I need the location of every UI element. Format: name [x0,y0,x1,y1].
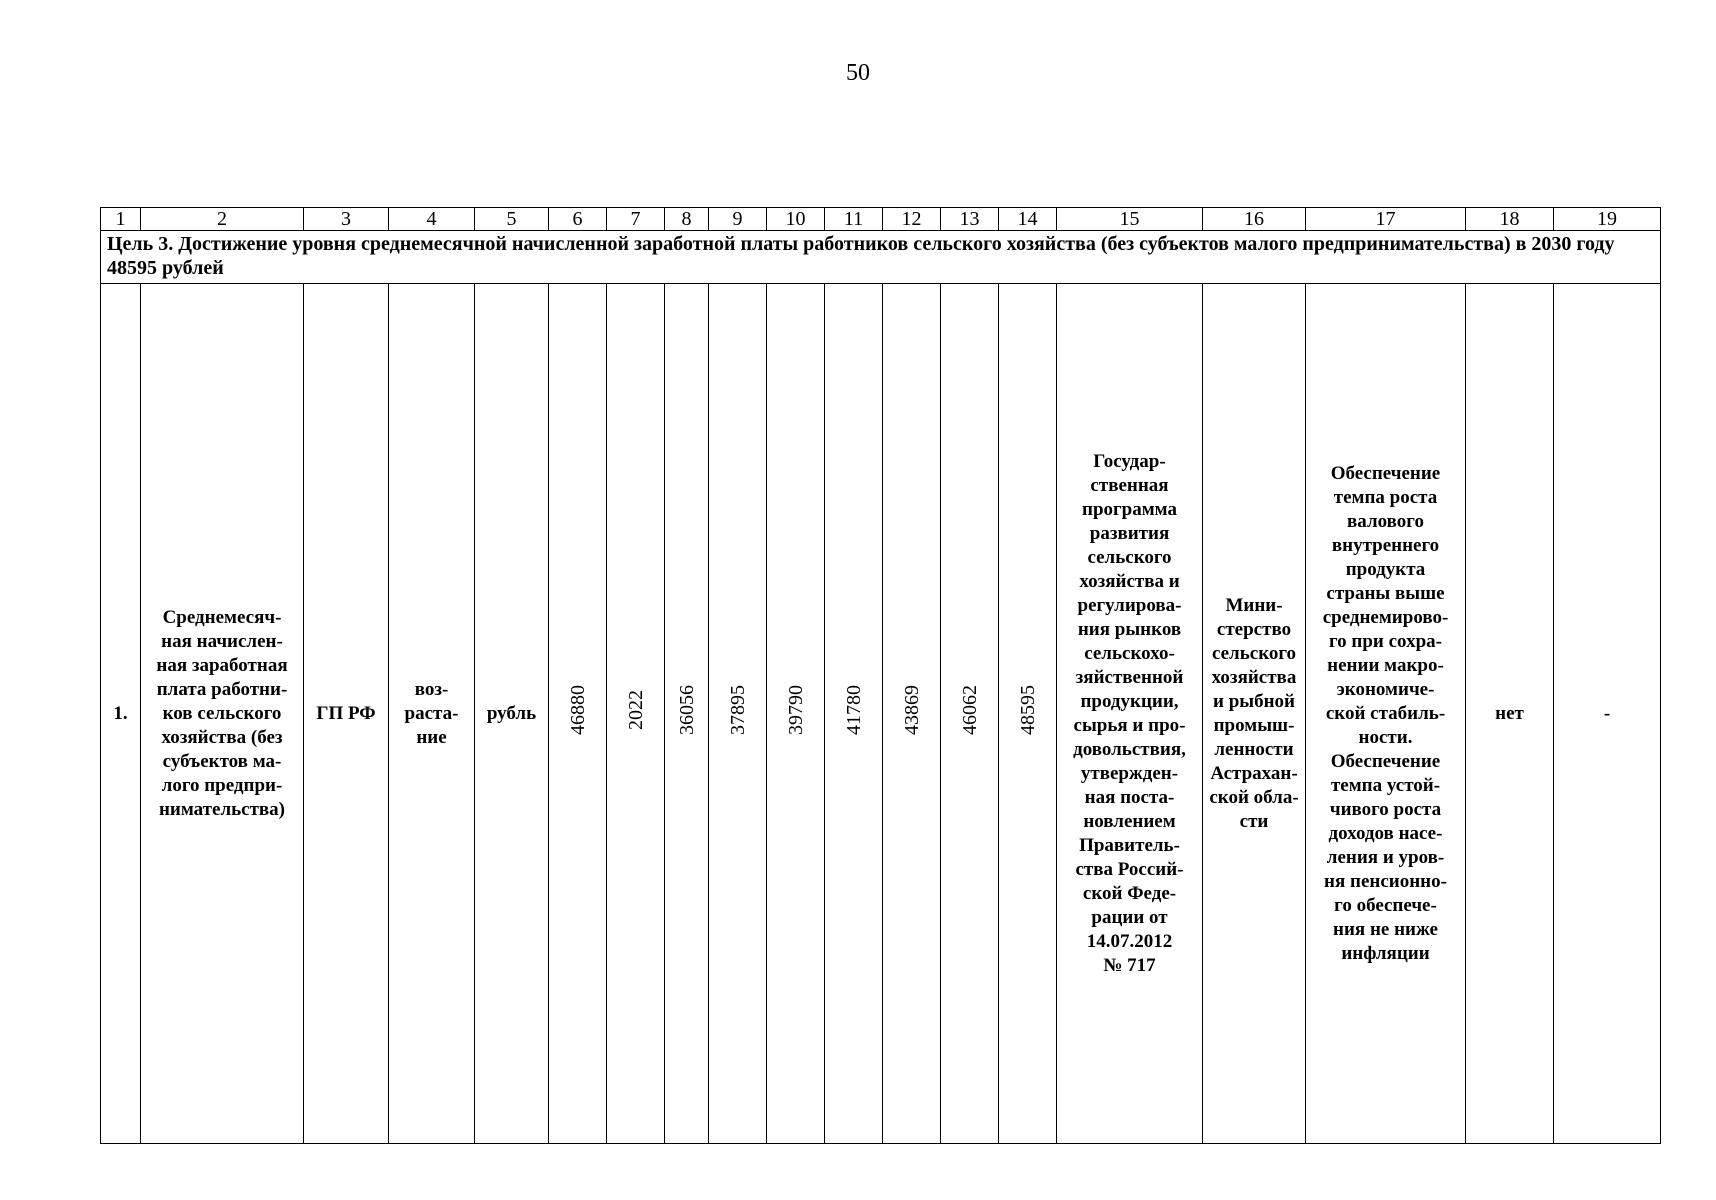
value-cell [665,284,709,1144]
text-line: сырья и про- [1073,714,1186,736]
col-number: 3 [304,208,389,231]
text-line: продукта [1345,558,1426,580]
text-line: развития [1089,522,1170,544]
text-line: темпа устой- [1330,774,1441,796]
col-number: 2 [141,208,304,231]
col-number: 15 [1057,208,1203,231]
text-line: Мини- [1225,594,1283,616]
row-number: 1. [101,284,141,1144]
indicator-source: ГП РФ [304,284,389,1144]
indicator-name [141,284,304,1144]
text-line: го при сохра- [1329,630,1442,652]
text-line: Государ- [1093,450,1166,472]
text-line: го обеспече- [1334,894,1437,916]
text-line: субъектов ма- [162,750,282,772]
text-line: лого предпри- [161,774,283,796]
state-program [1057,284,1203,1144]
text-line: нении макро- [1327,654,1444,676]
text-line: 14.07.2012 [1086,930,1173,952]
text-line: доходов насе- [1328,822,1443,844]
text-line: ня пенсионно- [1324,870,1447,892]
value-text: 43869 [900,685,923,736]
col-number: 16 [1203,208,1306,231]
col-number: 11 [825,208,883,231]
goal-text: Цель 3. Достижение уровня среднемесячной начисленной заработной платы работников сельского хозяйства (без субъектов малого предпринимательства) в 2030 году 48595 рублей [101,231,1661,284]
goal-row [101,231,1661,284]
value-text: 46062 [958,685,981,736]
value-text: 46880 [566,685,589,736]
col-number: 1 [101,208,141,231]
text-line: хозяйства [1211,666,1297,688]
text-line: Астрахан- [1210,762,1298,784]
col-number: 6 [549,208,607,231]
text-line: воз- [414,678,449,700]
text-line: ности. [1358,726,1413,748]
text-line: утвержден- [1080,762,1179,784]
col-number: 13 [941,208,999,231]
text-line: сти [1239,810,1269,832]
col-number: 14 [999,208,1057,231]
col-number: 12 [883,208,941,231]
text-line: программа [1082,498,1177,520]
text-line: ства Россий- [1075,858,1184,880]
text-line: ской Феде- [1082,882,1177,904]
text-line: ления и уров- [1326,846,1445,868]
value-cell [941,284,999,1144]
text-line: ственная [1090,474,1169,496]
value-cell [549,284,607,1144]
text-line: ния рынков [1077,618,1182,640]
text-line: ная начислен- [161,630,283,652]
col-number: 7 [607,208,665,231]
text-line: Правитель- [1079,834,1180,856]
text-line: сельского [1087,546,1172,568]
responsible-body [1203,284,1306,1144]
text-line: промыш- [1213,714,1295,736]
table-row [101,284,1661,1144]
text-line: довольствия, [1073,738,1186,760]
text-line: зяйственной [1075,666,1184,688]
text-line: валового [1347,510,1424,532]
value-cell [883,284,941,1144]
text-line: Среднемесяч- [162,606,282,628]
col-number: 5 [475,208,549,231]
col18-value: нет [1466,284,1554,1144]
text-line: ние [416,726,447,748]
page-number: 50 [846,60,870,86]
text-line: ная заработная [156,654,288,676]
column-number-row [101,208,1661,231]
text-line: раста- [404,702,459,724]
text-line: продукции, [1080,690,1179,712]
value-text: 48595 [1016,685,1039,736]
value-text: 36056 [675,685,698,736]
col-number: 9 [709,208,767,231]
text-line: чивого роста [1329,798,1442,820]
text-line: экономиче- [1336,678,1435,700]
col-number: 10 [767,208,825,231]
text-line: Обеспечение [1330,462,1441,484]
text-line: ской обла- [1209,786,1299,808]
text-line: темпа роста [1333,486,1438,508]
value-text: 2022 [624,690,647,731]
value-cell [607,284,665,1144]
text-line: № 717 [1103,954,1156,976]
text-line: ков сельского [162,702,282,724]
text-line: внутреннего [1331,534,1440,556]
value-text: 37895 [726,685,749,736]
col19-value: - [1554,284,1661,1144]
text-line: ской стабиль- [1325,702,1446,724]
indicator-trend [389,284,475,1144]
text-line: ния не ниже [1333,918,1438,940]
text-line: регулирова- [1077,594,1182,616]
text-line: сельского [1211,642,1297,664]
value-text: 41780 [842,685,865,736]
text-line: стерство [1216,618,1292,640]
value-cell [825,284,883,1144]
col-number: 17 [1306,208,1466,231]
indicator-unit: рубль [475,284,549,1144]
col-number: 19 [1554,208,1661,231]
text-line: нимательства) [158,798,286,820]
text-line: хозяйства и [1079,570,1180,592]
text-line: ленности [1214,738,1294,760]
text-line: рации от [1091,906,1168,928]
text-line: новлением [1083,810,1176,832]
col-number: 4 [389,208,475,231]
value-cell [999,284,1057,1144]
text-line: ная поста- [1084,786,1175,808]
national-goal-link [1306,284,1466,1144]
text-line: инфляции [1341,942,1430,964]
value-cell [709,284,767,1144]
text-line: страны выше [1326,582,1445,604]
text-line: хозяйства (без [161,726,283,748]
text-line: сельскохо- [1084,642,1175,664]
text-line: Обеспечение [1330,750,1441,772]
value-cell [767,284,825,1144]
text-line: и рыбной [1213,690,1295,712]
text-line: среднемирово- [1322,606,1449,628]
col-number: 8 [665,208,709,231]
indicator-table [100,207,1661,1144]
text-line: плата работни- [156,678,288,700]
value-text: 39790 [784,685,807,736]
col-number: 18 [1466,208,1554,231]
